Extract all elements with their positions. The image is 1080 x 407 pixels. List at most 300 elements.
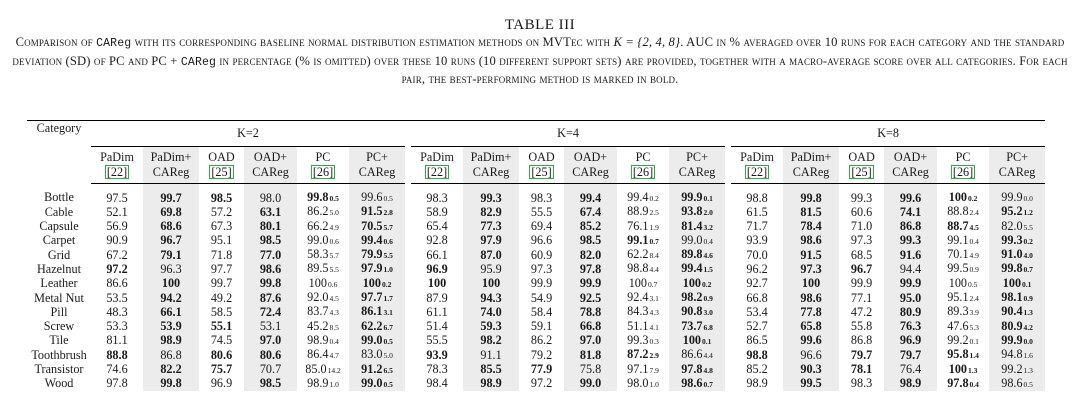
value-cell — [297, 291, 349, 305]
auc-value: 98.9 — [307, 333, 329, 347]
auc-value: 94.8 — [1001, 348, 1023, 362]
auc-value: 82.2 — [160, 362, 182, 377]
value-cell — [463, 305, 519, 319]
table-row — [27, 248, 1045, 262]
auc-value: 95.1 — [210, 233, 233, 248]
auc-value: 89.3 — [947, 305, 969, 319]
value-cell — [669, 291, 725, 305]
value-cell — [884, 348, 937, 362]
method-header — [564, 147, 617, 184]
auc-value: 97.8 — [579, 262, 602, 276]
auc-value: 78.1 — [850, 362, 873, 377]
value-cell — [91, 377, 143, 391]
auc-value: 65.8 — [800, 319, 822, 334]
value-cell — [564, 184, 617, 206]
value-cell — [839, 291, 884, 305]
auc-value: 58.9 — [426, 205, 448, 219]
auc-value: 98.5 — [259, 376, 282, 391]
value-cell — [839, 248, 884, 262]
value-cell — [91, 248, 143, 262]
auc-value: 89.5 — [307, 262, 329, 276]
value-cell — [244, 305, 297, 319]
value-cell — [411, 234, 463, 248]
citation-link[interactable]: [22] — [746, 165, 768, 179]
value-cell — [297, 205, 349, 219]
citation-link[interactable]: [25] — [851, 165, 872, 179]
citation-link[interactable]: [22] — [106, 165, 128, 179]
value-cell — [411, 334, 463, 348]
value-cell — [937, 305, 989, 319]
auc-value: 59.3 — [480, 319, 502, 334]
auc-value: 88.7 — [947, 219, 969, 233]
value-cell — [519, 205, 564, 219]
value-cell — [884, 305, 937, 319]
method-header — [617, 147, 669, 184]
auc-value: 92.5 — [579, 291, 602, 305]
value-cell — [199, 277, 244, 291]
value-cell — [463, 184, 519, 206]
auc-value: 87.6 — [259, 291, 282, 305]
auc-value: 99.3 — [899, 233, 922, 248]
auc-value: 79.1 — [160, 248, 182, 262]
value-cell — [297, 184, 349, 206]
auc-value: 99.9 — [681, 190, 703, 204]
auc-value: 93.8 — [681, 205, 703, 219]
value-cell — [937, 234, 989, 248]
sd-value: 4.4 — [703, 351, 713, 361]
sd-value: 1.2 — [1023, 208, 1033, 218]
auc-value: 60.9 — [530, 248, 553, 262]
auc-value: 99.3 — [627, 333, 649, 347]
auc-value: 80.1 — [259, 219, 282, 234]
value-cell — [839, 377, 884, 391]
value-cell — [564, 305, 617, 319]
auc-value: 91.6 — [899, 248, 922, 262]
sd-value: 14.2 — [327, 365, 341, 375]
auc-value: 51.4 — [426, 319, 448, 334]
value-cell — [937, 262, 989, 276]
value-cell — [244, 184, 297, 206]
sd-value: 2.0 — [703, 208, 713, 218]
value-cell — [349, 377, 405, 391]
auc-value: 85.0 — [305, 362, 327, 376]
value-cell — [884, 277, 937, 291]
auc-value: 98.8 — [627, 262, 649, 276]
value-cell — [519, 262, 564, 276]
citation-link[interactable]: [26] — [952, 165, 974, 179]
auc-value: 80.6 — [259, 348, 282, 362]
auc-value: 88.8 — [106, 348, 128, 362]
value-cell — [143, 248, 199, 262]
citation-link[interactable]: [22] — [426, 165, 448, 179]
sd-value: 4.7 — [329, 351, 339, 361]
sd-value: 2.9 — [649, 351, 659, 361]
value-cell — [783, 277, 839, 291]
value-cell — [839, 262, 884, 276]
table-caption — [10, 34, 1070, 89]
auc-value: 47.6 — [947, 319, 969, 333]
sd-value: 5.5 — [329, 265, 339, 275]
sd-value: 0.9 — [969, 265, 979, 275]
value-cell — [937, 184, 989, 206]
auc-value: 97.3 — [850, 233, 873, 248]
caption-careg-2: CAReg — [180, 55, 217, 69]
auc-value: 98.9 — [160, 333, 182, 348]
auc-value: 92.4 — [627, 291, 649, 305]
sd-value: 0.2 — [649, 194, 659, 203]
auc-value: 90.9 — [106, 233, 128, 248]
auc-value: 80.9 — [899, 305, 922, 319]
auc-value: 71.0 — [850, 219, 873, 234]
auc-value: 99.0 — [361, 376, 383, 390]
sd-value: 1.9 — [649, 222, 659, 232]
value-cell — [143, 377, 199, 391]
auc-value: 87.9 — [426, 291, 448, 305]
caption-part1: Comparison of — [15, 35, 97, 49]
auc-value: 62.2 — [627, 248, 649, 262]
sd-value: 0.5 — [968, 279, 978, 289]
value-cell — [411, 291, 463, 305]
table-row — [27, 363, 1045, 377]
value-cell — [731, 220, 783, 234]
value-cell — [564, 291, 617, 305]
value-cell — [783, 262, 839, 276]
value-cell — [143, 334, 199, 348]
method-suffix: CAReg — [572, 165, 609, 179]
sd-value: 3.1 — [383, 308, 393, 318]
sd-value: 2.4 — [969, 294, 979, 304]
auc-value: 78.4 — [800, 219, 822, 234]
sd-value: 1.0 — [649, 379, 659, 389]
value-cell — [349, 220, 405, 234]
method-citation[interactable] — [411, 165, 463, 180]
auc-value: 99.6 — [361, 190, 383, 204]
value-cell — [199, 205, 244, 219]
sd-value: 0.1 — [1022, 279, 1032, 289]
citation-link[interactable]: [26] — [632, 165, 654, 179]
auc-value: 99.9 — [899, 276, 922, 291]
auc-value: 97.9 — [480, 233, 502, 248]
value-cell — [463, 320, 519, 334]
value-cell — [783, 377, 839, 391]
auc-value: 79.2 — [530, 348, 553, 362]
auc-value: 99.9 — [579, 276, 602, 291]
value-cell — [463, 334, 519, 348]
auc-value: 81.4 — [681, 219, 703, 233]
k-group-label: K=4 — [411, 121, 725, 147]
value-cell — [669, 262, 725, 276]
value-cell — [91, 320, 143, 334]
value-cell — [349, 262, 405, 276]
auc-value: 77.1 — [850, 291, 873, 305]
value-cell — [143, 184, 199, 206]
method-citation[interactable] — [731, 165, 783, 180]
method-name: OAD — [208, 150, 235, 164]
value-cell — [519, 377, 564, 391]
auc-value: 91.5 — [800, 248, 822, 262]
auc-value: 74.1 — [899, 205, 922, 219]
method-suffix: CAReg — [792, 165, 830, 179]
auc-value: 100 — [161, 276, 181, 291]
value-cell — [884, 377, 937, 391]
auc-value: 71.7 — [746, 219, 768, 234]
category-cell: Grid — [47, 248, 71, 262]
sd-value: 3.0 — [703, 308, 713, 318]
table-label: TABLE III — [504, 17, 576, 33]
value-cell — [91, 234, 143, 248]
auc-value: 81.1 — [106, 333, 128, 348]
value-cell — [989, 248, 1045, 262]
auc-value: 68.5 — [850, 248, 873, 262]
value-cell — [564, 277, 617, 291]
value-cell — [731, 234, 783, 248]
value-cell — [617, 348, 669, 362]
auc-value: 98.1 — [1001, 291, 1023, 305]
value-cell — [244, 277, 297, 291]
value-cell — [564, 248, 617, 262]
value-cell — [411, 277, 463, 291]
auc-value: 82.0 — [579, 248, 602, 262]
sd-value: 0.5 — [383, 194, 393, 203]
value-cell — [783, 320, 839, 334]
value-cell — [937, 320, 989, 334]
auc-value: 99.3 — [850, 190, 873, 205]
value-cell — [199, 363, 244, 377]
sd-value: 0.4 — [329, 336, 339, 346]
auc-value: 47.2 — [850, 305, 873, 319]
auc-value: 45.2 — [307, 319, 329, 333]
method-header — [463, 147, 519, 184]
value-cell — [839, 234, 884, 248]
auc-value: 83.0 — [361, 348, 383, 362]
auc-value: 91.5 — [361, 205, 383, 219]
value-cell — [989, 234, 1045, 248]
value-cell — [669, 377, 725, 391]
sd-value: 0.5 — [329, 194, 339, 203]
auc-value: 93.9 — [426, 348, 448, 362]
auc-value: 97.3 — [800, 262, 822, 276]
auc-value: 94.4 — [899, 262, 922, 276]
sd-value: 0.2 — [702, 279, 712, 289]
auc-value: 76.3 — [899, 319, 922, 334]
value-cell — [731, 377, 783, 391]
sd-value: 4.6 — [703, 251, 713, 261]
auc-value: 81.8 — [579, 348, 602, 362]
sd-value: 1.0 — [383, 265, 393, 275]
method-citation[interactable] — [937, 165, 989, 180]
auc-value: 100 — [682, 333, 701, 347]
method-name: PaDim — [100, 150, 134, 164]
value-cell — [617, 277, 669, 291]
sd-value: 4.3 — [649, 308, 659, 318]
value-cell — [617, 377, 669, 391]
auc-value: 100 — [948, 362, 968, 376]
auc-value: 98.6 — [1001, 376, 1023, 390]
method-citation[interactable] — [91, 165, 143, 180]
value-cell — [143, 320, 199, 334]
value-cell — [617, 320, 669, 334]
auc-value: 86.2 — [307, 205, 329, 219]
value-cell — [244, 262, 297, 276]
auc-value: 99.8 — [259, 276, 282, 291]
auc-value: 83.7 — [307, 305, 329, 319]
auc-value: 71.8 — [210, 248, 233, 262]
value-cell — [731, 205, 783, 219]
sd-value: 5.5 — [1023, 222, 1033, 232]
auc-value: 90.4 — [1001, 305, 1023, 319]
value-cell — [244, 291, 297, 305]
value-cell — [937, 348, 989, 362]
value-cell — [783, 334, 839, 348]
auc-value: 53.9 — [160, 319, 182, 334]
auc-value: 69.8 — [160, 205, 182, 219]
method-citation[interactable] — [297, 165, 349, 180]
value-cell — [937, 248, 989, 262]
sd-value: 0.5 — [383, 336, 393, 346]
auc-value: 61.5 — [746, 205, 768, 219]
value-cell — [884, 248, 937, 262]
method-header — [669, 147, 725, 184]
sd-value: 2.5 — [649, 208, 659, 218]
auc-value: 96.3 — [160, 262, 182, 276]
method-header — [199, 147, 244, 184]
value-cell — [989, 320, 1045, 334]
auc-value: 100 — [481, 276, 501, 291]
value-cell — [244, 205, 297, 219]
sd-value: 3.9 — [969, 308, 979, 318]
auc-value: 100 — [628, 276, 647, 290]
value-cell — [989, 291, 1045, 305]
value-cell — [349, 205, 405, 219]
sd-value: 5.7 — [329, 251, 339, 261]
value-cell — [349, 334, 405, 348]
method-citation[interactable] — [199, 165, 244, 180]
auc-value: 70.1 — [947, 248, 969, 262]
value-cell — [731, 334, 783, 348]
auc-value: 66.2 — [307, 219, 329, 233]
value-cell — [519, 234, 564, 248]
auc-value: 90.8 — [681, 305, 703, 319]
value-cell — [463, 377, 519, 391]
auc-value: 82.9 — [480, 205, 502, 219]
sd-value: 0.7 — [647, 279, 658, 289]
auc-value: 99.0 — [361, 333, 383, 347]
auc-value: 98.8 — [746, 190, 768, 205]
category-cell: Tile — [49, 333, 69, 348]
value-cell — [669, 184, 725, 206]
auc-value: 100 — [427, 276, 447, 291]
auc-value: 95.0 — [899, 291, 922, 305]
auc-value: 86.6 — [106, 276, 128, 291]
category-cell: Carpet — [42, 233, 76, 248]
method-header — [411, 147, 463, 184]
value-cell — [839, 348, 884, 362]
table-row — [27, 184, 1045, 206]
value-cell — [411, 320, 463, 334]
method-name: OAD — [848, 150, 875, 164]
sd-value: 0.5 — [383, 379, 393, 389]
caption-part4: in percentage (% is omitted) over these 10 runs (10 different support sets) are provided, together with a macro-average score over all categories. For each pair, the best-performing method is marked in bold. — [216, 53, 1068, 87]
auc-value: 91.2 — [361, 362, 383, 376]
value-cell — [349, 305, 405, 319]
citation-link[interactable]: [26] — [312, 165, 334, 179]
method-citation[interactable] — [617, 165, 669, 180]
value-cell — [884, 320, 937, 334]
auc-value: 91.0 — [1001, 248, 1023, 262]
auc-value: 90.3 — [800, 362, 822, 377]
auc-value: 66.8 — [746, 291, 768, 305]
auc-value: 84.3 — [627, 305, 649, 319]
value-cell — [143, 234, 199, 248]
auc-value: 86.1 — [361, 305, 383, 319]
caption-careg-1: CAReg — [96, 37, 132, 50]
sd-value: 4.3 — [329, 308, 339, 318]
value-cell — [411, 205, 463, 219]
value-cell — [617, 248, 669, 262]
auc-value: 61.1 — [426, 305, 448, 319]
sd-value: 0.4 — [969, 379, 979, 389]
value-cell — [297, 334, 349, 348]
value-cell — [411, 377, 463, 391]
value-cell — [244, 348, 297, 362]
value-cell — [731, 291, 783, 305]
auc-value: 99.9 — [1001, 190, 1023, 204]
value-cell — [989, 305, 1045, 319]
sd-value: 0.2 — [381, 279, 392, 289]
auc-value: 98.9 — [899, 376, 922, 391]
value-cell — [91, 363, 143, 377]
citation-link[interactable]: [25] — [211, 165, 232, 179]
auc-value: 86.5 — [746, 333, 768, 348]
value-cell — [731, 305, 783, 319]
method-suffix: CAReg — [892, 165, 929, 179]
value-cell — [839, 205, 884, 219]
method-citation[interactable] — [519, 165, 564, 180]
value-cell — [411, 262, 463, 276]
sd-value: 4.9 — [329, 222, 339, 232]
method-name: PC — [635, 150, 651, 164]
value-cell — [143, 348, 199, 362]
value-cell — [244, 248, 297, 262]
auc-value: 74.6 — [106, 362, 128, 377]
auc-value: 97.0 — [579, 333, 602, 348]
table-row — [27, 220, 1045, 234]
table-row — [27, 205, 1045, 219]
category-cell: Cable — [44, 205, 74, 219]
auc-value: 95.1 — [947, 291, 969, 305]
auc-value: 96.9 — [899, 333, 922, 348]
category-cell: Pill — [50, 305, 68, 319]
auc-value: 99.0 — [681, 233, 703, 247]
results-table — [27, 120, 1045, 391]
sd-value: 0.6 — [329, 236, 339, 246]
value-cell — [349, 234, 405, 248]
value-cell — [297, 248, 349, 262]
value-cell — [669, 363, 725, 377]
citation-link[interactable]: [25] — [531, 165, 552, 179]
auc-value: 94.2 — [160, 291, 182, 305]
value-cell — [937, 377, 989, 391]
value-cell — [463, 348, 519, 362]
value-cell — [199, 320, 244, 334]
value-cell — [349, 184, 405, 206]
auc-value: 99.0 — [307, 233, 329, 247]
auc-value: 92.0 — [307, 291, 329, 305]
value-cell — [783, 220, 839, 234]
value-cell — [199, 220, 244, 234]
method-citation[interactable] — [839, 165, 884, 180]
value-cell — [669, 320, 725, 334]
